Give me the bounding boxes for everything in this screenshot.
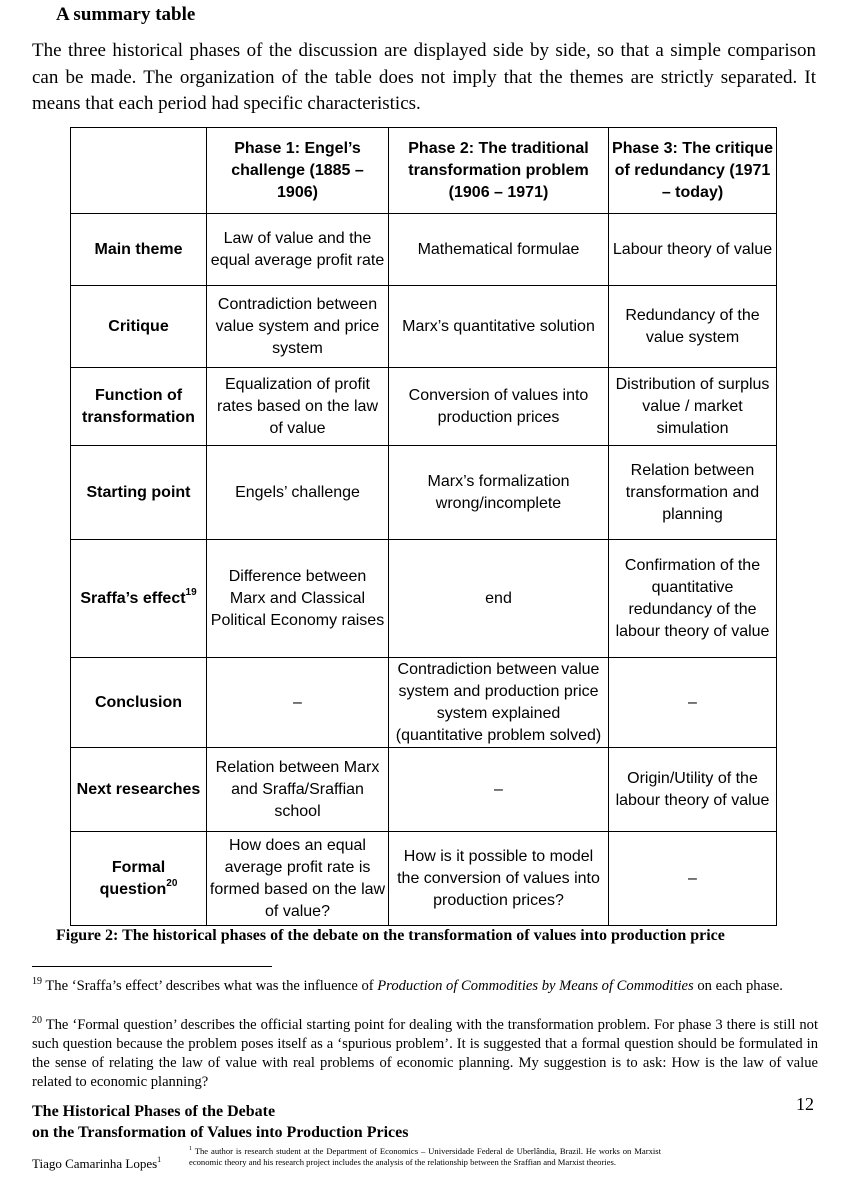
table-cell-phase-2: Marx’s formalization wrong/incomplete [389, 446, 609, 540]
footnote-20-text: The ‘Formal question’ describes the official starting point for dealing with the transformation problem. For phase 3 there is still not such question because the problem poses itself as a ‘spurious problem’. It is suggested that a formal question should be formulated in the sense of relating the law of value with real problems of economic planning. My suggestion is to ask: How is the law of value related to economic planning? [32, 1017, 818, 1090]
footer-title [32, 1101, 408, 1143]
footnote-separator [32, 966, 272, 967]
table-cell-phase-2: Marx’s quantitative solution [389, 286, 609, 368]
row-label [71, 286, 207, 368]
footer-bio-marker: 1 [189, 1146, 192, 1153]
footnote-20 [32, 1016, 818, 1092]
table-cell-phase-3: Relation between transformation and planning [609, 446, 777, 540]
footer-bio-text: The author is research student at the Department of Economics – Universidade Federal de Uberlândia, Brazil. He works on Marxist economic theory and his research project includes the analysis of the relationship between the Sraffian and Marxist theories. [189, 1146, 661, 1167]
table-corner-cell [71, 128, 207, 214]
table-row [71, 214, 777, 286]
summary-table-body [71, 128, 777, 926]
row-label-text: Formal question [99, 858, 167, 898]
table-header-row [71, 128, 777, 214]
footer-author-marker: 1 [157, 1154, 162, 1164]
footer-author [32, 1156, 161, 1172]
table-cell-phase-1: Relation between Marx and Sraffa/Sraffian school [207, 748, 389, 832]
row-label-text: Next researches [76, 780, 201, 798]
row-label-text: Main theme [94, 240, 183, 258]
footer-author-bio [189, 1146, 661, 1168]
footnote-reference: 20 [166, 878, 178, 890]
column-header-phase-3: Phase 3: The critique of redundancy (1971 – today) [609, 128, 777, 214]
table-cell-phase-2: – [389, 748, 609, 832]
row-label [71, 658, 207, 748]
table-cell-phase-1: – [207, 658, 389, 748]
table-cell-phase-2: Conversion of values into production prices [389, 368, 609, 446]
footnote-20-marker: 20 [32, 1015, 42, 1027]
summary-table [70, 127, 777, 926]
table-cell-phase-1: Law of value and the equal average profit rate [207, 214, 389, 286]
figure-caption: Figure 2: The historical phases of the debate on the transformation of values into production price [56, 927, 725, 944]
footnote-19-text-after: on each phase. [693, 978, 783, 994]
table-row [71, 368, 777, 446]
table-cell-phase-1: Contradiction between value system and price system [207, 286, 389, 368]
footnote-19-text-before: The ‘Sraffa’s effect’ describes what was the influence of [45, 978, 378, 994]
table-cell-phase-3: – [609, 832, 777, 926]
table-cell-phase-3: Origin/Utility of the labour theory of value [609, 748, 777, 832]
row-label-text: Conclusion [94, 693, 183, 711]
column-header-phase-1: Phase 1: Engel’s challenge (1885 – 1906) [207, 128, 389, 214]
intro-paragraph: The three historical phases of the discussion are displayed side by side, so that a simple comparison can be made. The organization of the table does not imply that the themes are strictly separated. It means that each period had specific characteristics. [32, 40, 816, 114]
row-label [71, 540, 207, 658]
table-cell-phase-2: Contradiction between value system and production price system explained (quantitative problem solved) [389, 658, 609, 748]
row-label [71, 748, 207, 832]
footer-title-line-1: The Historical Phases of the Debate [32, 1103, 276, 1120]
table-cell-phase-1: Engels’ challenge [207, 446, 389, 540]
footnote-19-marker: 19 [32, 976, 42, 988]
row-label [71, 446, 207, 540]
footer-author-name: Tiago Camarinha Lopes [32, 1156, 158, 1171]
table-row [71, 658, 777, 748]
column-header-phase-2: Phase 2: The traditional transformation problem (1906 – 1971) [389, 128, 609, 214]
table-cell-phase-3: Confirmation of the quantitative redundancy of the labour theory of value [609, 540, 777, 658]
table-row [71, 286, 777, 368]
row-label-text: Function of transformation [82, 386, 195, 426]
table-cell-phase-3: Distribution of surplus value / market simulation [609, 368, 777, 446]
table-row [71, 832, 777, 926]
footnote-19 [32, 977, 818, 996]
table-row [71, 748, 777, 832]
page-number: 12 [796, 1094, 814, 1114]
footer-title-line-2: on the Transformation of Values into Production Prices [32, 1124, 409, 1141]
row-label-text: Critique [108, 317, 169, 335]
table-row [71, 446, 777, 540]
table-cell-phase-1: Difference between Marx and Classical Political Economy raises [207, 540, 389, 658]
table-cell-phase-3: – [609, 658, 777, 748]
row-label-text: Sraffa’s effect [80, 589, 186, 607]
table-cell-phase-2: Mathematical formulae [389, 214, 609, 286]
table-cell-phase-3: Labour theory of value [609, 214, 777, 286]
table-cell-phase-2: How is it possible to model the conversion of values into production prices? [389, 832, 609, 926]
table-cell-phase-2: end [389, 540, 609, 658]
footnote-reference: 19 [185, 587, 197, 599]
table-cell-phase-1: Equalization of profit rates based on the law of value [207, 368, 389, 446]
table-row [71, 540, 777, 658]
table-cell-phase-1: How does an equal average profit rate is formed based on the law of value? [207, 832, 389, 926]
row-label [71, 368, 207, 446]
table-cell-phase-3: Redundancy of the value system [609, 286, 777, 368]
section-heading: A summary table [56, 4, 196, 25]
row-label [71, 214, 207, 286]
row-label-text: Starting point [86, 483, 191, 501]
footnote-19-book-title: Production of Commodities by Means of Commodities [377, 978, 694, 994]
row-label [71, 832, 207, 926]
